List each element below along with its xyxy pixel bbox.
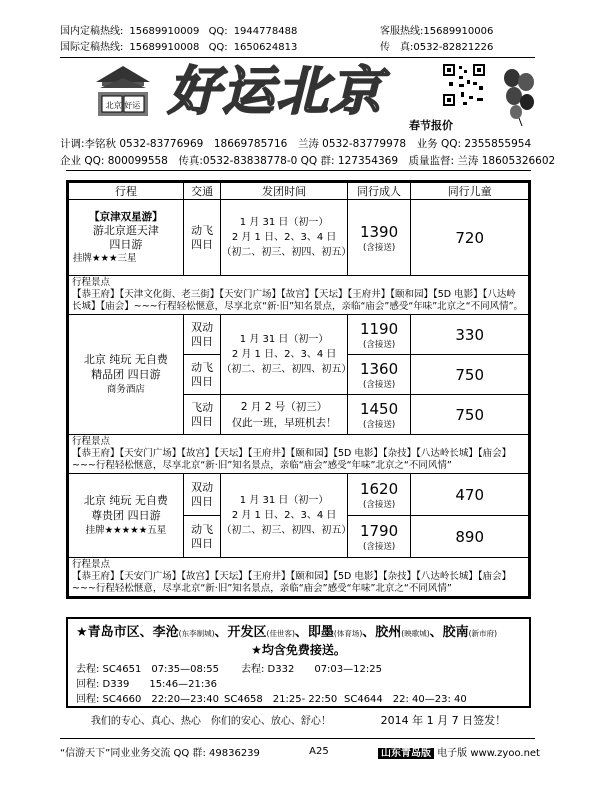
city1: ★青岛市区、李沧 <box>76 625 179 640</box>
scenic3 <box>69 558 529 597</box>
pickup-cities <box>76 621 521 640</box>
free-transfer-note: ★均含免费接送。 <box>251 643 346 657</box>
group1-adult-price: 1390 <box>359 222 399 241</box>
spring-festival-badge: 春节报价 <box>409 119 453 132</box>
city4-note: (映歌城) <box>401 629 430 638</box>
website-link[interactable]: 电子版 www.zyoo.net <box>437 748 540 759</box>
lanterns-icon <box>502 66 536 126</box>
outbound-flight-2: 去程: D332 07:03—12:25 <box>241 664 382 675</box>
group2-name-line3: 商务酒店 <box>106 384 145 395</box>
fax-number: 0532-82821226 <box>413 42 494 53</box>
city1-note: (东李制城) <box>178 629 215 638</box>
intl-qq-label: QQ: <box>208 42 228 53</box>
top-hotlines <box>60 24 535 56</box>
scenic3-head: 行程景点 <box>72 559 111 570</box>
group2-r3-transport: 飞动 四日 <box>183 395 221 435</box>
edition-tag: 山东青岛版 <box>378 748 434 759</box>
group2-r1-adult-note: (含接送) <box>363 339 396 350</box>
domestic-label: 国内定稿热线: <box>60 26 124 37</box>
city3: 、即墨 <box>294 625 334 640</box>
group3-name-line1: 北京 纯玩 无自费 <box>83 494 168 507</box>
intl-label: 国际定稿热线: <box>60 42 124 53</box>
footer-divider <box>60 738 535 739</box>
group2-r1-dates: 1 月 31 日（初一） 2 月 1 日、2、3、4 日 （初二、初三、初四、初五） <box>221 315 347 395</box>
domestic-phone: 15689910009 <box>129 26 200 37</box>
transfer-box <box>66 617 531 708</box>
fax-label: 传 真: <box>380 42 414 53</box>
group2-name <box>69 315 184 435</box>
domestic-qq: 1944778488 <box>233 26 298 37</box>
group1-child-price: 720 <box>411 200 529 276</box>
group2-r3-adult <box>347 395 411 435</box>
intl-phone: 15689910008 <box>129 42 200 53</box>
group3-r2-transport: 动飞 四日 <box>183 516 221 558</box>
group2-r2-child-price: 750 <box>411 355 529 395</box>
group1-name-line3: 四日游 <box>109 237 143 251</box>
group1-adult <box>347 200 411 276</box>
col-header-departure: 发团时间 <box>221 183 347 200</box>
group3-r2-adult <box>347 516 411 558</box>
group2-r1-adult <box>347 315 411 355</box>
return-flight-3: SC4658 21:25- 22:50 <box>224 694 338 705</box>
group2-r3-adult-note: (含接送) <box>363 419 396 430</box>
city2: 、开发区 <box>214 625 267 640</box>
group3-name-line3: 挂牌★★★★★五星 <box>85 525 167 536</box>
scenic2 <box>69 435 529 474</box>
col-header-transport: 交通 <box>183 183 221 200</box>
group1-dates: 1 月 31 日（初一） 2 月 1 日、2、3、4 日 （初二、初三、初四、初五） <box>221 200 347 276</box>
group3-r2-adult-price: 1790 <box>359 521 399 540</box>
group3-r2-child-price: 890 <box>411 516 529 558</box>
group2-r3-adult-price: 1450 <box>359 399 399 418</box>
group3-r1-dates: 1 月 31 日（初一） 2 月 1 日、2、3、4 日 （初二、初三、初四、初五） <box>221 474 347 558</box>
city2-note: (佳世客) <box>266 629 295 638</box>
col-header-adult: 同行成人 <box>347 183 411 200</box>
group3-name-line2: 尊贵团 四日游 <box>91 509 161 522</box>
col-header-itinerary: 行程 <box>69 183 184 200</box>
footer <box>60 744 540 759</box>
group2-name-line2: 精品团 四日游 <box>91 368 161 381</box>
table-row <box>69 435 529 474</box>
outbound-flight-1: 去程: SC4651 07:35—08:55 <box>76 664 219 675</box>
group2-r2-transport: 动飞 四日 <box>183 355 221 395</box>
issue-date: 2014 年 1 月 7 日签发！ <box>380 714 507 727</box>
group3-r1-child-price: 470 <box>411 474 529 516</box>
group2-name-line1: 北京 纯玩 无自费 <box>83 353 168 366</box>
group2-r3-child-price: 750 <box>411 395 529 435</box>
scenic1-head: 行程景点 <box>72 277 111 288</box>
header-divider <box>60 57 535 58</box>
scenic3-body: 【恭王府】【天安门广场】【故宫】【天坛】【王府井】【颐和园】【5D 电影】【杂技】【八达岭长城】【庙会】~~~行程轻松惬意，尽享北京“新·旧”知名景点，亲临“庙会”感受“年味”北京之“不同风情” <box>72 571 512 594</box>
group1-transport: 动飞 四日 <box>183 200 221 276</box>
group2-r2-adult-note: (含接送) <box>363 379 396 390</box>
page-number: A25 <box>309 746 329 757</box>
qr-code-icon <box>441 62 487 108</box>
group3-r2-adult-note: (含接送) <box>363 541 396 552</box>
logo-text: 北京 好运 <box>105 101 141 110</box>
table-row <box>69 315 529 355</box>
city5-note: (新市府) <box>468 629 498 638</box>
group1-name <box>69 200 184 276</box>
brand-title: 好运北京 <box>168 61 385 122</box>
group2-r1-child-price: 330 <box>411 315 529 355</box>
group3-r1-adult-note: (含接送) <box>363 499 396 510</box>
table-row <box>69 558 529 597</box>
group2-r2-adult-price: 1360 <box>359 359 399 378</box>
scenic2-head: 行程景点 <box>72 436 111 447</box>
flight-row-3 <box>76 692 521 707</box>
group3-r1-transport: 双动 四日 <box>183 474 221 516</box>
table-header-row <box>69 183 529 200</box>
city4: 、胶州 <box>362 625 402 640</box>
table-row <box>69 276 529 315</box>
table-row <box>69 474 529 516</box>
domestic-qq-label: QQ: <box>208 26 228 37</box>
group2-r1-transport: 双动 四日 <box>183 315 221 355</box>
group1-name-line1: 【京津双星游】 <box>89 210 163 223</box>
flight-row-2 <box>76 677 521 692</box>
group2-r2-adult <box>347 355 411 395</box>
flight-row-1 <box>76 662 521 677</box>
group3-name <box>69 474 184 558</box>
contact-line-1: 计调:李铭秋 0532-83776969 18669785716 兰涛 0532-83779978 业务 QQ: 2355855954 <box>60 138 532 150</box>
group3-r1-adult-price: 1620 <box>359 479 399 498</box>
group1-name-line2: 游北京逛天津 <box>92 223 159 237</box>
col-header-child: 同行儿童 <box>411 183 529 200</box>
price-table <box>66 180 531 599</box>
return-flight-4: SC4644 22: 40—23: 40 <box>344 694 467 705</box>
group1-adult-note: (含接送) <box>363 242 396 253</box>
return-flight-2: 回程: SC4660 22:20—23:40 <box>76 694 219 705</box>
slogan-line <box>66 712 531 728</box>
return-flight-1: 回程: D339 15:46—21:36 <box>76 679 217 690</box>
contact-divider <box>66 170 531 171</box>
city3-note: (体育场) <box>333 629 363 638</box>
footer-qq-group: “信游天下”同业业务交流 QQ 群: 49836239 <box>60 748 260 759</box>
city5: 、胶南 <box>429 625 469 640</box>
contact-line-2: 企业 QQ: 800099558 传真:0532-83838778-0 QQ 群: 127354369 质量监督: 兰涛 18605326602 <box>60 155 556 167</box>
slogan-text: 我们的专心、真心、热心 你们的安心、放心、舒心！ <box>90 716 331 727</box>
service-phone: 15689910006 <box>423 26 494 37</box>
table-row <box>69 200 529 276</box>
scenic1-body: 【恭王府】【天津文化街、老三街】【天安门广场】【故宫】【天坛】【王府井】【颐和园】【5D 电影】【八达岭长城】【庙会】~~~行程轻松惬意，尽享北京“新·旧”知名景点，亲临“庙会”感受“年味”北京之“不同风情”。 <box>72 289 524 312</box>
intl-qq: 1650624813 <box>233 42 298 53</box>
scenic2-body: 【恭王府】【天安门广场】【故宫】【天坛】【王府井】【颐和园】【5D 电影】【杂技】【八达岭长城】【庙会】~~~行程轻松惬意，尽享北京“新·旧”知名景点，亲临“庙会”感受“年味”北京之“不同风情” <box>72 448 512 471</box>
group3-r1-adult <box>347 474 411 516</box>
scenic1 <box>69 276 529 315</box>
group2-r3-dates: 2 月 2 号（初三） 仅此一班，早班机去！ <box>221 395 347 435</box>
group1-name-line4: 挂牌★★★三星 <box>73 252 137 264</box>
service-label: 客服热线: <box>380 26 424 37</box>
group2-r1-adult-price: 1190 <box>359 319 399 338</box>
